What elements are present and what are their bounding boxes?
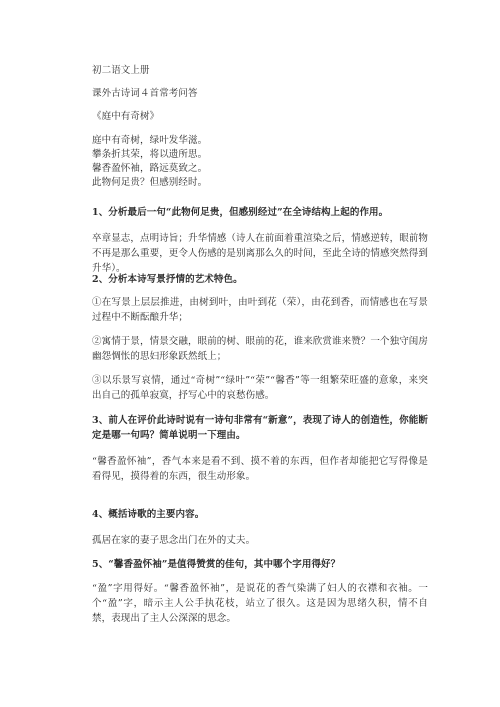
poem-line: 庭中有奇树，绿叶发华滋。 [92, 135, 208, 146]
question-2: 2、分析本诗写景抒情的艺术特色。 [92, 274, 243, 285]
poem-line: 此物何足贵？但感别经时。 [92, 177, 208, 188]
question-1: 1、分析最后一句“此物何足贵，但感别经过”在全诗结构上起的作用。 [92, 207, 389, 218]
answer-2-point-2: ②寓情于景，情景交融，眼前的树、眼前的花，谁来欣赏谁来赞？一个独守闺房幽怨惆怅的思妇形象跃然纸上； [92, 336, 429, 362]
question-4: 4、概括诗歌的主要内容。 [92, 509, 205, 520]
answer-1: 卒章显志，点明诗旨；升华情感（诗人在前面着重渲染之后，情感逆转，眼前物不再是那么重要，更令人伤感的是别离那么久的时间，至此全诗的情感突然得到升华）。 [92, 233, 429, 274]
answer-5: “盈”字用得好。“馨香盈怀袖”，是说花的香气染满了妇人的衣襟和衣袖。一个“盈”字，暗示主人公手执花枝，站立了很久。这是因为思绪久积，情不自禁，表现出了主人公深深的思念。 [92, 583, 428, 624]
answer-3: “馨香盈怀袖”，香气本来是看不到、摸不着的东西，但作者却能把它写得像是看得见，摸得着的东西，很生动形象。 [92, 456, 428, 482]
poem-line: 馨香盈怀袖，路远莫致之。 [92, 163, 208, 174]
poem-title: 《庭中有奇树》 [92, 111, 160, 122]
poem-line: 攀条折其荣，将以遗所思。 [92, 149, 208, 160]
section-subtitle: 课外古诗词４首常考问答 [92, 88, 198, 99]
answer-2-point-1: ①在写景上层层推进，由树到叶，由叶到花（荣），由花到香，而情感也在写景过程中不断酝酿升华； [92, 297, 428, 323]
answer-4: 孤居在家的妻子思念出门在外的丈夫。 [92, 535, 256, 546]
grade-heading: 初二语文上册 [92, 65, 150, 76]
question-5: 5、“馨香盈怀袖”是值得赞赏的佳句，其中哪个字用得好？ [92, 559, 341, 570]
answer-2-point-3: ③以乐景写哀情，通过“奇树”“绿叶”“荣”“馨香”等一组繁荣旺盛的意象，来突出自己的孤单寂寞，抒写心中的哀愁伤感。 [92, 375, 428, 401]
question-3: 3、前人在评价此诗时说有一诗句非常有“新意”，表现了诗人的创造性，你能断定是哪一句吗？简单说明一下理由。 [92, 415, 428, 441]
